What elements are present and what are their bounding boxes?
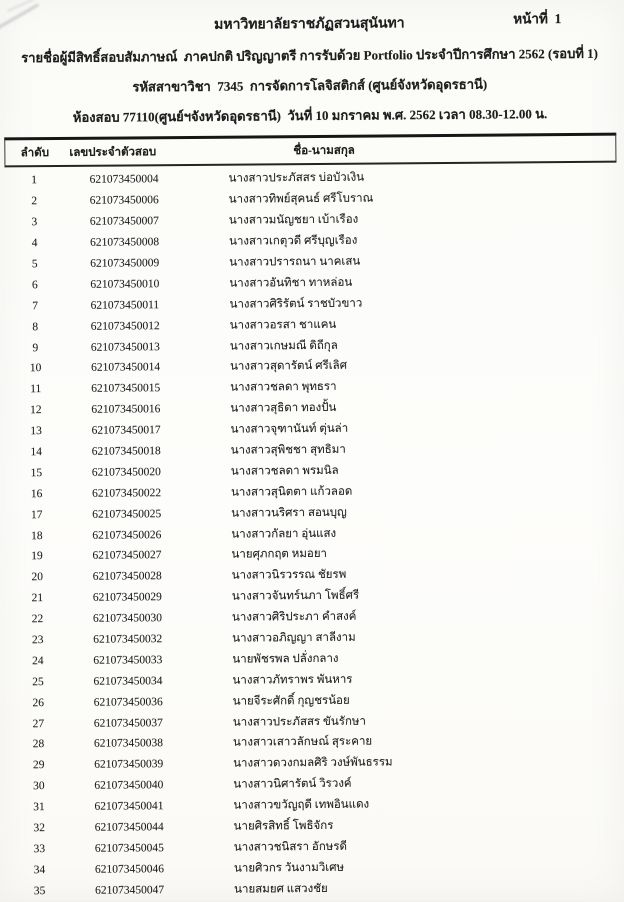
- row-name: นางสาวเกษมณี ดิถีกุล: [229, 339, 338, 353]
- row-name: นางสาวสุพิชชา สุทธิมา: [230, 443, 346, 457]
- row-exam-id: 621073450045: [94, 842, 164, 855]
- row-name: นางสาวมนัญชยา เบ้าเรือง: [228, 213, 359, 227]
- row-index: 17: [30, 508, 43, 521]
- row-exam-id: 621073450038: [93, 737, 164, 751]
- row-name: นางสาวกัลยา อุ่นแสง: [231, 527, 337, 541]
- row-index: 26: [32, 696, 44, 709]
- row-index: 30: [33, 780, 45, 793]
- row-index: 35: [33, 884, 46, 897]
- row-index: 9: [32, 341, 39, 354]
- row-name: นางสาวเกตุวดี ศรีบุญเรือง: [229, 234, 358, 248]
- row-index: 33: [33, 843, 46, 856]
- university-title: มหาวิทยาลัยราชภัฏสวนสุนันทา: [214, 16, 405, 33]
- row-name: นางสาวปรารถนา นาคเสน: [229, 255, 361, 269]
- row-exam-id: 621073450018: [91, 445, 161, 458]
- row-index: 15: [30, 467, 43, 480]
- row-name: นายศุภกฤต หมอยา: [231, 548, 328, 562]
- row-exam-id: 621073450029: [92, 591, 162, 604]
- row-index: 18: [31, 529, 43, 542]
- row-exam-id: 621073450040: [94, 779, 164, 792]
- row-name: นางสาวชนิสรา อักษรดี: [233, 840, 348, 854]
- table-header-row: [4, 133, 616, 168]
- row-index: 23: [31, 634, 44, 647]
- row-index: 14: [30, 446, 43, 459]
- list-title: รายชื่อผู้มีสิทธิ์สอบสัมภาษณ์ ภาคปกติ ปริญญาตรี การรับด้วย Portfolio ประจำปีการศึกษา 2562 (รอบที่ 1): [21, 45, 599, 66]
- row-name: นางสาวศิริประภา คำสงค์: [231, 610, 357, 624]
- row-exam-id: 621073450044: [94, 821, 164, 834]
- page-number-label: หน้าที่ 1: [513, 11, 562, 27]
- row-exam-id: 621073450046: [94, 863, 165, 876]
- row-exam-id: 621073450009: [90, 257, 160, 270]
- row-index: 5: [31, 258, 38, 271]
- row-exam-id: 621073450047: [95, 883, 165, 897]
- row-index: 13: [30, 425, 42, 438]
- row-exam-id: 621073450033: [93, 654, 163, 667]
- row-exam-id: 621073450014: [91, 361, 161, 375]
- row-index: 25: [32, 675, 44, 689]
- row-name: นางสาวจุฑานันท์ ตุ่นล่า: [230, 422, 349, 436]
- row-name: นายสมยศ แสวงชัย: [234, 882, 328, 896]
- row-name: นางสาวชลดา พุทธรา: [230, 381, 337, 394]
- row-index: 28: [32, 738, 45, 751]
- exam-room-line: ห้องสอบ 77110(ศูนย์ฯจังหวัดอุดรธานี) วันที่ 10 มกราคม พ.ศ. 2562 เวลา 08.30-12.00 น.: [72, 106, 548, 125]
- row-exam-id: 621073450034: [93, 674, 163, 688]
- row-index: 7: [32, 299, 38, 312]
- row-name: นางสาวสุนิตตา แก้วลอด: [230, 485, 353, 499]
- row-index: 8: [32, 320, 39, 333]
- row-name: นายศิวกร วันงามวิเศษ: [233, 861, 345, 875]
- row-index: 29: [32, 759, 45, 772]
- row-exam-id: 621073450039: [94, 758, 164, 772]
- row-index: 1: [31, 174, 38, 187]
- row-index: 10: [29, 362, 42, 375]
- row-name: นางสาวเสาวลักษณ์ สุระคาย: [232, 736, 373, 750]
- row-name: นางสาวศิริรัตน์ ราชบัวขาว: [229, 297, 363, 311]
- row-index: 6: [31, 279, 38, 292]
- row-exam-id: 621073450016: [91, 403, 161, 416]
- row-index: 3: [31, 216, 38, 229]
- row-exam-id: 621073450030: [92, 612, 163, 625]
- candidate-table-body: [5, 166, 623, 902]
- row-name: นางสาวทิพย์สุคนธ์ ศรีโบราณ: [228, 192, 374, 206]
- row-name: นางสาวชลดา พรมนิล: [230, 464, 339, 478]
- row-name: นางสาวอันทิชา ทาหล่อน: [229, 276, 353, 290]
- table-row: [10, 876, 622, 902]
- row-exam-id: 621073450026: [92, 528, 162, 542]
- row-name: นางสาวภัทราพร พันหาร: [232, 673, 353, 687]
- row-name: นางสาวสุดารัตน์ ศรีเลิศ: [230, 360, 348, 374]
- row-name: นางสาวอรสา ชาแคน: [229, 318, 337, 332]
- row-index: 27: [32, 717, 45, 730]
- row-name: นางสาวนริศรา สอนบุญ: [231, 506, 347, 520]
- row-name: นางสาวขวัญฤดี เทพอินแดง: [233, 798, 370, 812]
- row-index: 2: [31, 195, 38, 208]
- row-index: 21: [31, 592, 44, 605]
- row-name: นางสาวนิศารัตน์ วิรวงค์: [233, 777, 352, 791]
- row-name: นางสาวสุธิดา ทองปั้น: [230, 402, 337, 415]
- row-index: 34: [33, 863, 46, 877]
- row-name: นางสาวจันทร์นภา โพธิ์ศรี: [231, 589, 360, 603]
- row-name: นางสาวดวงกมลศิริ วงษ์พันธรรม: [233, 756, 393, 771]
- program-line: รหัสสาขาวิชา 7345 การจัดการโลจิสติกส์ (ศูนย์จังหวัดอุดรธานี): [132, 76, 488, 95]
- row-name: นางสาวประภัสสร บ่อบัวเงิน: [228, 172, 365, 186]
- row-name: นายจีระศักดิ์ กุญชรน้อย: [232, 694, 350, 708]
- row-exam-id: 621073450041: [94, 800, 164, 813]
- row-exam-id: 621073450012: [90, 319, 160, 333]
- row-exam-id: 621073450025: [92, 507, 162, 521]
- row-index: 19: [31, 550, 43, 563]
- row-exam-id: 621073450022: [91, 486, 162, 500]
- row-exam-id: 621073450006: [89, 194, 159, 208]
- row-exam-id: 621073450013: [90, 340, 160, 354]
- row-exam-id: 621073450020: [91, 466, 161, 479]
- row-index: 11: [30, 383, 42, 396]
- row-index: 4: [31, 237, 38, 250]
- row-index: 32: [33, 822, 45, 835]
- row-index: 31: [33, 801, 45, 814]
- row-exam-id: 621073450010: [90, 278, 160, 291]
- row-exam-id: 621073450011: [90, 298, 160, 312]
- column-header-exam-id: เลขประจำตัวสอบ: [69, 145, 157, 159]
- row-name: นางสาวประภัสสร ขันรักษา: [232, 715, 366, 729]
- row-exam-id: 621073450004: [89, 173, 159, 187]
- row-exam-id: 621073450017: [91, 424, 161, 437]
- row-exam-id: 621073450015: [91, 382, 161, 396]
- row-exam-id: 621073450007: [89, 215, 159, 228]
- row-exam-id: 621073450027: [92, 549, 162, 563]
- row-name: นางสาวนิรวรรณ ชัยรพ: [231, 569, 347, 582]
- row-exam-id: 621073450032: [93, 633, 163, 646]
- row-exam-id: 621073450008: [90, 236, 160, 249]
- row-name: นายศิรสิทธิ์ โพธิจักร: [233, 819, 334, 833]
- row-index: 24: [32, 655, 44, 668]
- row-name: นายพัชรพล ปลั่งกลาง: [232, 652, 339, 666]
- row-exam-id: 621073450036: [93, 695, 163, 709]
- column-header-index: ลำดับ: [20, 146, 50, 159]
- row-index: 16: [30, 487, 43, 501]
- row-exam-id: 621073450028: [92, 570, 162, 584]
- column-header-name: ชื่อ-นามสกุล: [293, 144, 355, 157]
- row-index: 22: [31, 613, 44, 626]
- row-name: นางสาวอภิญญา สาลีงาม: [232, 631, 356, 645]
- row-index: 20: [31, 571, 43, 584]
- row-exam-id: 621073450037: [93, 716, 163, 730]
- row-index: 12: [30, 404, 42, 417]
